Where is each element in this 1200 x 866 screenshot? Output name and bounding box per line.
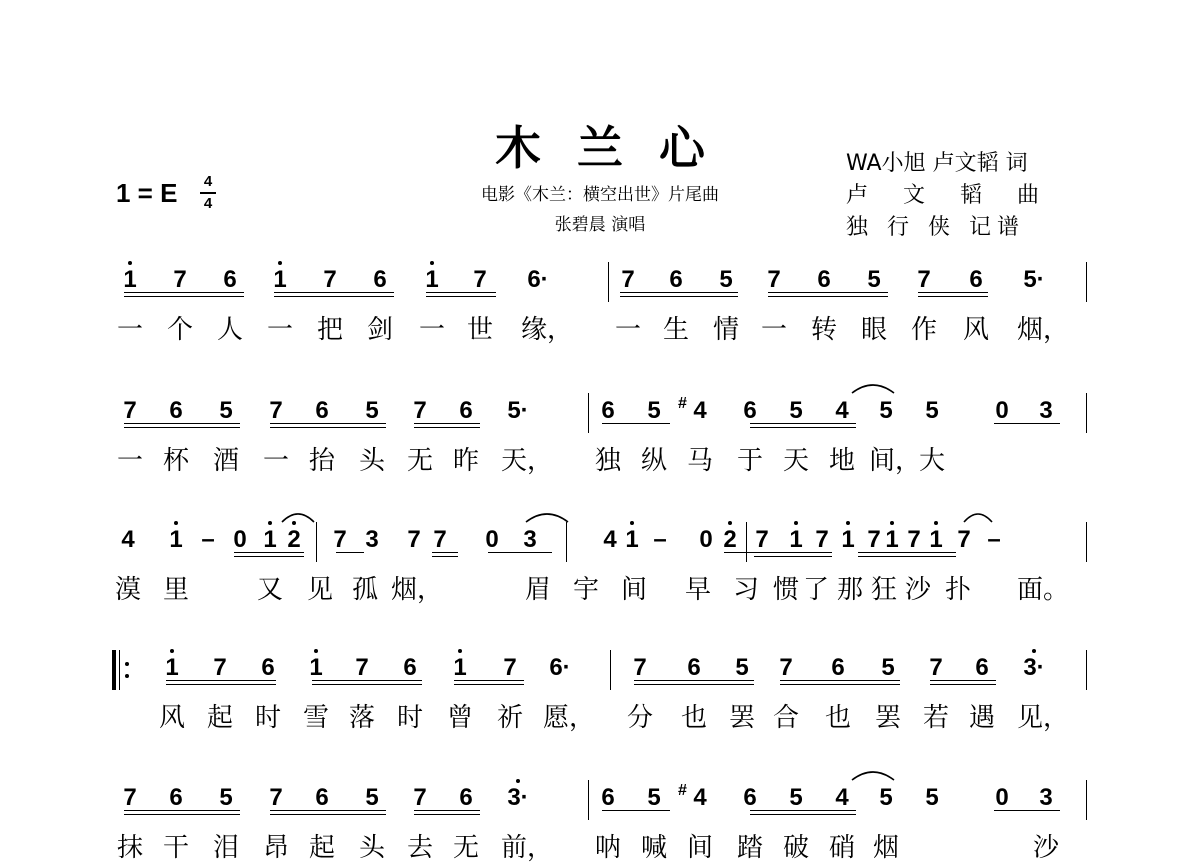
lyric-syllable: 烟， xyxy=(391,575,444,605)
note: 6 xyxy=(373,266,387,293)
note: 6 xyxy=(831,654,845,681)
beam-underline xyxy=(414,427,480,428)
lyric-syllable: 分 xyxy=(626,703,653,733)
note: 5 xyxy=(219,397,233,424)
lyric-syllable: 泪 xyxy=(212,833,239,863)
lyric-syllable: 转 xyxy=(810,315,837,345)
note: 7 xyxy=(213,654,227,681)
beam-underline xyxy=(780,684,900,685)
beam-underline xyxy=(270,814,386,815)
lyric-syllable: 一 xyxy=(418,315,445,345)
beam-underline xyxy=(768,292,888,293)
song-title: 木兰心 xyxy=(495,121,741,175)
note: 0 xyxy=(995,784,1009,811)
beam-underline xyxy=(780,680,900,681)
note: 4 xyxy=(835,397,849,424)
note: 7 xyxy=(173,266,187,293)
beam-underline xyxy=(768,296,888,297)
note: 7 xyxy=(123,397,137,424)
beam-underline xyxy=(754,552,832,553)
barline xyxy=(588,780,589,820)
lyric-syllable: 那 xyxy=(836,575,863,605)
note: 6 xyxy=(459,397,473,424)
lyric-syllable: 祈 xyxy=(496,703,523,733)
lyric-syllable: 孤 xyxy=(351,575,378,605)
lyric-syllable: 罢 xyxy=(874,703,901,733)
octave-dot xyxy=(934,521,938,525)
beam-underline xyxy=(124,810,240,811)
lyric-syllable: 风 xyxy=(158,703,185,733)
note: 4 xyxy=(603,526,617,553)
note: 5 xyxy=(219,784,233,811)
notes-row xyxy=(110,393,1090,437)
beam-underline xyxy=(454,684,524,685)
note: 1 xyxy=(781,526,811,554)
beam-underline xyxy=(124,423,240,424)
note: 5· xyxy=(1023,266,1045,293)
lyric-syllable: 酒 xyxy=(212,446,239,476)
beam-underline xyxy=(620,296,738,297)
transcriber-credit: 独 行 侠 记谱 xyxy=(846,215,1025,240)
note: 7 xyxy=(413,784,427,811)
note: 6 xyxy=(459,784,473,811)
note: 1 xyxy=(877,526,907,554)
note: 0 xyxy=(233,526,247,553)
note: 5 xyxy=(925,784,939,811)
beam-underline xyxy=(432,556,458,557)
lyric-syllable: 大 xyxy=(918,446,945,476)
note: 6 xyxy=(169,784,183,811)
lyric-syllable: 缘， xyxy=(521,315,574,345)
beam-underline xyxy=(124,814,240,815)
lyric-syllable: 起 xyxy=(206,703,233,733)
note: 6 xyxy=(169,397,183,424)
barline xyxy=(610,650,611,690)
lyric-syllable: 呐 xyxy=(594,833,621,863)
beam-underline xyxy=(426,292,496,293)
beam-underline xyxy=(750,427,856,428)
lyric-syllable: 独 xyxy=(594,446,621,476)
sharp-sign: # xyxy=(678,395,687,412)
note: 4 xyxy=(693,397,707,424)
lyric-syllable: 漠 xyxy=(114,575,141,605)
barline xyxy=(1086,650,1087,690)
slur xyxy=(850,381,896,395)
beam-underline xyxy=(414,810,480,811)
lyric-syllable: 惯 xyxy=(772,575,799,605)
lyric-syllable: 也 xyxy=(680,703,707,733)
beam-underline xyxy=(426,296,496,297)
lyric-syllable: 头 xyxy=(358,833,385,863)
lyric-syllable: 若 xyxy=(922,703,949,733)
note: 5 xyxy=(647,784,661,811)
repeat-sign xyxy=(112,650,134,690)
lyric-syllable: 天， xyxy=(501,446,554,476)
meter-top: 4 xyxy=(203,173,213,190)
beam-underline xyxy=(602,423,670,424)
note: 7 xyxy=(633,654,647,681)
lyric-syllable: 硝 xyxy=(828,833,855,863)
octave-dot xyxy=(846,521,850,525)
note: 6 xyxy=(601,784,615,811)
note: 7 xyxy=(269,397,283,424)
beam-underline xyxy=(414,814,480,815)
note: 5 xyxy=(647,397,661,424)
lyric-syllable: 早 xyxy=(684,575,711,605)
note: 7 xyxy=(407,526,421,553)
lyrics-row xyxy=(110,574,1090,608)
lyric-syllable: 里 xyxy=(162,575,189,605)
note: 7 xyxy=(917,266,931,293)
beam-underline xyxy=(994,423,1060,424)
lyric-syllable: 间， xyxy=(869,446,922,476)
note: 3 xyxy=(365,526,379,553)
slur xyxy=(850,768,896,782)
note: 4 xyxy=(693,784,707,811)
octave-dot xyxy=(128,261,132,265)
beam-underline xyxy=(234,556,304,557)
lyric-syllable: 见， xyxy=(1017,703,1070,733)
lyric-syllable: 抬 xyxy=(308,446,335,476)
beam-underline xyxy=(634,684,754,685)
lyric-syllable: 把 xyxy=(316,315,343,345)
beam-underline xyxy=(930,680,996,681)
note: 7 xyxy=(413,397,427,424)
beam-underline xyxy=(634,680,754,681)
lyric-syllable: 抹 xyxy=(116,833,143,863)
note: 7 xyxy=(433,526,447,553)
notes-row xyxy=(110,650,1090,694)
lyric-syllable: 面。 xyxy=(1017,575,1070,605)
beam-underline xyxy=(124,292,244,293)
beam-underline xyxy=(336,552,364,553)
lyric-syllable: 见 xyxy=(306,575,333,605)
note: 6· xyxy=(549,654,571,681)
note: 6 xyxy=(817,266,831,293)
slur xyxy=(524,510,570,524)
note: 6 xyxy=(975,654,989,681)
octave-dot xyxy=(728,521,732,525)
lyric-syllable: 干 xyxy=(162,833,189,863)
note: 3· xyxy=(1019,654,1049,682)
lyric-syllable: 烟 xyxy=(872,833,899,863)
note: 2 xyxy=(279,526,309,554)
note: 1 xyxy=(255,526,285,554)
beam-underline xyxy=(750,423,856,424)
note: 0 xyxy=(995,397,1009,424)
note: 6 xyxy=(669,266,683,293)
beam-underline xyxy=(754,556,832,557)
lyric-syllable: 一 xyxy=(614,315,641,345)
note: 7 xyxy=(755,526,769,553)
lyric-syllable: 情 xyxy=(712,315,739,345)
note: 4 xyxy=(835,784,849,811)
lyric-syllable: 地 xyxy=(828,446,855,476)
key-signature: 1 = E xyxy=(116,178,178,208)
note: 6 xyxy=(261,654,275,681)
lyric-syllable: 雪 xyxy=(302,703,329,733)
note: 5 xyxy=(789,784,803,811)
note: 1 xyxy=(115,266,145,294)
note: 5 xyxy=(867,266,881,293)
beam-underline xyxy=(602,810,670,811)
lyric-syllable: 扑 xyxy=(944,575,971,605)
lyric-syllable: 昂 xyxy=(262,833,289,863)
beam-underline xyxy=(124,427,240,428)
note: 7 xyxy=(957,526,971,553)
lyric-syllable: 烟， xyxy=(1017,315,1070,345)
note: 6 xyxy=(743,784,757,811)
beam-underline xyxy=(124,296,244,297)
barline xyxy=(1086,393,1087,433)
beam-underline xyxy=(312,684,422,685)
barline xyxy=(316,522,317,562)
note: 1 xyxy=(833,526,863,554)
time-signature xyxy=(198,172,218,214)
note: 1 xyxy=(161,526,191,554)
note: 3 xyxy=(523,526,537,553)
lyric-syllable: 人 xyxy=(216,315,243,345)
lyric-syllable: 杯 xyxy=(162,446,189,476)
lyric-syllable: 前， xyxy=(501,833,554,863)
lyric-syllable: 合 xyxy=(772,703,799,733)
note: 0 xyxy=(699,526,713,553)
note: 2 xyxy=(715,526,745,554)
barline xyxy=(588,393,589,433)
note: – xyxy=(987,526,1001,553)
note: 1 xyxy=(617,526,647,554)
lyric-syllable: 遇 xyxy=(968,703,995,733)
lyric-syllable: 间 xyxy=(620,575,647,605)
note: 0 xyxy=(485,526,499,553)
note: 6 xyxy=(403,654,417,681)
beam-underline xyxy=(432,552,458,553)
beam-underline xyxy=(274,296,394,297)
lyric-syllable: 世 xyxy=(466,315,493,345)
octave-dot xyxy=(890,521,894,525)
sharp-sign: # xyxy=(678,782,687,799)
note: 7 xyxy=(929,654,943,681)
barline xyxy=(1086,262,1087,302)
note: 5 xyxy=(879,397,893,424)
octave-dot xyxy=(278,261,282,265)
note: 7 xyxy=(907,526,921,553)
lyric-syllable: 狂 xyxy=(870,575,897,605)
note: 3 xyxy=(1039,784,1053,811)
lyric-syllable: 天 xyxy=(782,446,809,476)
beam-underline xyxy=(454,680,524,681)
lyric-syllable: 踏 xyxy=(736,833,763,863)
note: 7 xyxy=(473,266,487,293)
lyric-syllable: 纵 xyxy=(640,446,667,476)
lyric-syllable: 剑 xyxy=(366,315,393,345)
note: 1 xyxy=(301,654,331,682)
barline xyxy=(566,522,567,562)
note: 7 xyxy=(355,654,369,681)
beam-underline xyxy=(270,427,386,428)
beam-underline xyxy=(166,680,276,681)
composer-credit: 卢 文 韬 曲 xyxy=(846,183,1053,208)
octave-dot xyxy=(268,521,272,525)
lyric-syllable: 沙 xyxy=(1032,833,1059,863)
subtitle: 电影《木兰：横空出世》片尾曲 xyxy=(481,185,719,205)
beam-underline xyxy=(750,814,856,815)
lyric-syllable: 又 xyxy=(256,575,283,605)
lyric-syllable: 了 xyxy=(802,575,829,605)
note: 7 xyxy=(123,784,137,811)
notes-row xyxy=(110,780,1090,824)
lyrics-row xyxy=(110,832,1090,866)
lyric-syllable: 一 xyxy=(116,315,143,345)
beam-underline xyxy=(930,684,996,685)
octave-dot xyxy=(314,649,318,653)
note: – xyxy=(653,526,667,553)
lyric-syllable: 于 xyxy=(736,446,763,476)
note: 1 xyxy=(417,266,447,294)
lyric-syllable: 作 xyxy=(910,315,937,345)
octave-dot xyxy=(458,649,462,653)
lyric-syllable: 愿， xyxy=(543,703,596,733)
lyrics-row xyxy=(110,314,1090,348)
beam-underline xyxy=(918,296,988,297)
lyric-syllable: 昨 xyxy=(452,446,479,476)
note: 7 xyxy=(503,654,517,681)
note: 6 xyxy=(601,397,615,424)
note: 4 xyxy=(121,526,135,553)
octave-dot xyxy=(174,521,178,525)
lyric-syllable: 一 xyxy=(262,446,289,476)
lyric-syllable: 时 xyxy=(254,703,281,733)
note: 1 xyxy=(445,654,475,682)
note: 5 xyxy=(735,654,749,681)
beam-underline xyxy=(994,810,1060,811)
beam-underline xyxy=(414,423,480,424)
note: 7 xyxy=(815,526,829,553)
beam-underline xyxy=(312,680,422,681)
lyric-syllable: 去 xyxy=(406,833,433,863)
note: 3· xyxy=(503,784,533,812)
lyric-syllable: 眉 xyxy=(524,575,551,605)
beam-underline xyxy=(274,292,394,293)
lyric-syllable: 个 xyxy=(166,315,193,345)
lyric-syllable: 一 xyxy=(760,315,787,345)
lyric-syllable: 落 xyxy=(348,703,375,733)
beam-underline xyxy=(488,552,552,553)
lyric-syllable: 也 xyxy=(824,703,851,733)
lyric-syllable: 习 xyxy=(732,575,759,605)
notes-row xyxy=(110,522,1090,566)
beam-underline xyxy=(270,423,386,424)
note: 7 xyxy=(867,526,881,553)
lyric-syllable: 破 xyxy=(782,833,809,863)
lyric-syllable: 眼 xyxy=(860,315,887,345)
lyrics-row xyxy=(110,445,1090,479)
slur xyxy=(962,510,994,524)
note: 5 xyxy=(881,654,895,681)
note: 5 xyxy=(365,784,379,811)
lyric-syllable: 间 xyxy=(686,833,713,863)
lyric-syllable: 风 xyxy=(962,315,989,345)
lyric-syllable: 无 xyxy=(406,446,433,476)
note: 6 xyxy=(969,266,983,293)
octave-dot xyxy=(170,649,174,653)
note: 5· xyxy=(507,397,529,424)
octave-dot xyxy=(794,521,798,525)
note: 6 xyxy=(687,654,701,681)
lyric-syllable: 时 xyxy=(396,703,423,733)
note: 5 xyxy=(365,397,379,424)
octave-dot xyxy=(516,779,520,783)
octave-dot xyxy=(1032,649,1036,653)
beam-underline xyxy=(234,552,304,553)
note: 5 xyxy=(719,266,733,293)
lyric-syllable: 无 xyxy=(452,833,479,863)
lyric-syllable: 生 xyxy=(662,315,689,345)
beam-underline xyxy=(858,556,956,557)
beam-underline xyxy=(858,552,956,553)
note: 6 xyxy=(315,397,329,424)
note: 7 xyxy=(269,784,283,811)
note: 6 xyxy=(223,266,237,293)
note: 6· xyxy=(527,266,549,293)
note: 5 xyxy=(879,784,893,811)
lyric-syllable: 一 xyxy=(266,315,293,345)
lyric-syllable: 马 xyxy=(686,446,713,476)
note: – xyxy=(201,526,215,553)
note: 7 xyxy=(333,526,347,553)
lyric-syllable: 罢 xyxy=(728,703,755,733)
note: 7 xyxy=(767,266,781,293)
lyrics-row xyxy=(110,702,1090,736)
note: 6 xyxy=(315,784,329,811)
note: 5 xyxy=(789,397,803,424)
octave-dot xyxy=(630,521,634,525)
lyric-syllable: 一 xyxy=(116,446,143,476)
notes-row xyxy=(110,262,1090,306)
meter-bottom: 4 xyxy=(203,195,213,212)
octave-dot xyxy=(430,261,434,265)
note: 1 xyxy=(265,266,295,294)
beam-underline xyxy=(166,684,276,685)
beam-underline xyxy=(750,810,856,811)
beam-underline xyxy=(270,810,386,811)
note: 7 xyxy=(621,266,635,293)
note: 3 xyxy=(1039,397,1053,424)
lyric-syllable: 曾 xyxy=(446,703,473,733)
lyric-syllable: 宇 xyxy=(572,575,599,605)
lyric-syllable: 起 xyxy=(308,833,335,863)
barline xyxy=(608,262,609,302)
barline xyxy=(1086,780,1087,820)
slur xyxy=(280,510,316,524)
note: 7 xyxy=(779,654,793,681)
lyric-syllable: 沙 xyxy=(904,575,931,605)
note: 6 xyxy=(743,397,757,424)
note: 1 xyxy=(157,654,187,682)
note: 5 xyxy=(925,397,939,424)
note: 1 xyxy=(921,526,951,554)
lyricist-credit: WA小旭 卢文韬 词 xyxy=(846,151,1028,176)
barline xyxy=(1086,522,1087,562)
singer-credit: 张碧晨 演唱 xyxy=(554,215,646,235)
note: 7 xyxy=(323,266,337,293)
lyric-syllable: 喊 xyxy=(640,833,667,863)
lyric-syllable: 头 xyxy=(358,446,385,476)
beam-underline xyxy=(918,292,988,293)
beam-underline xyxy=(620,292,738,293)
